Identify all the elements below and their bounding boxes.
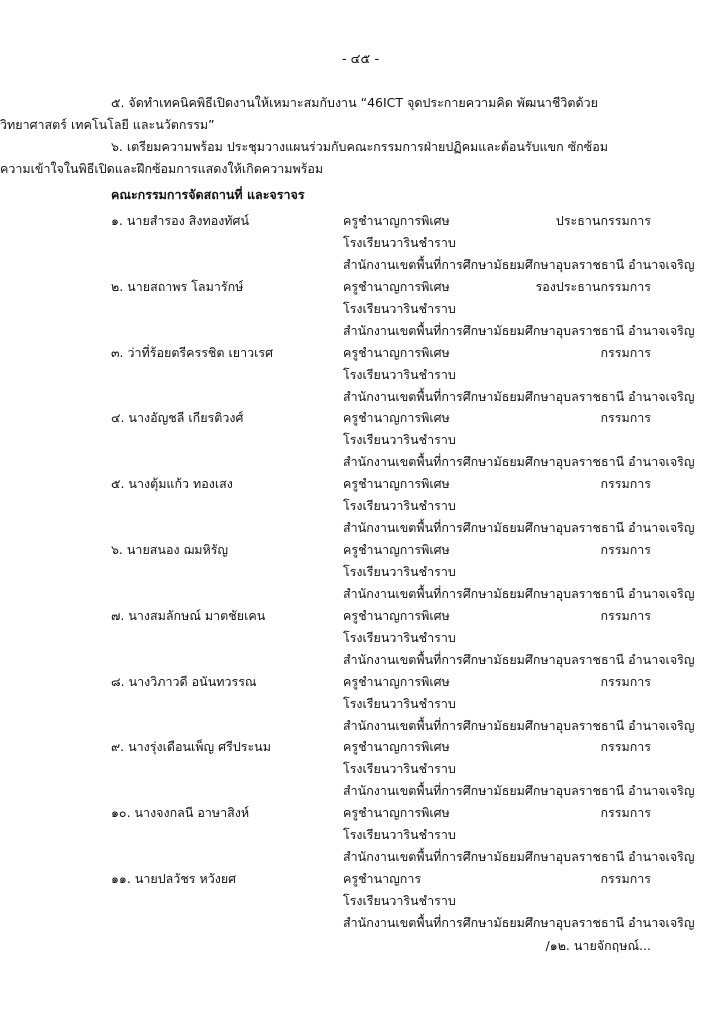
member-name: ๑. นายสำรอง สิงทองทัศน์ xyxy=(111,213,250,228)
member-entry xyxy=(0,342,721,408)
member-school: โรงเรียนวารินชำราบ xyxy=(343,432,456,448)
member-role: กรรมการ xyxy=(600,739,651,755)
member-name: ๖. นายสนอง ฌมหิรัญ xyxy=(111,541,229,557)
member-office: สำนักงานเขตพื้นที่การศึกษามัธยมศึกษาอุบลราชธานี อำนาจเจริญ xyxy=(343,914,695,930)
member-entry xyxy=(0,868,721,934)
member-position: ครูชำนาญการพิเศษ xyxy=(343,673,450,689)
member-entry xyxy=(0,605,721,671)
committee-heading: คณะกรรมการจัดสถานที่ และจราจร xyxy=(111,187,305,202)
member-role: กรรมการ xyxy=(600,541,651,557)
member-office: สำนักงานเขตพื้นที่การศึกษามัธยมศึกษาอุบลราชธานี อำนาจเจริญ xyxy=(343,783,695,799)
member-school: โรงเรียนวารินชำราบ xyxy=(343,892,456,908)
member-role: กรรมการ xyxy=(600,805,651,821)
member-entry xyxy=(0,210,721,276)
member-position: ครูชำนาญการพิเศษ xyxy=(343,410,450,426)
member-school: โรงเรียนวารินชำราบ xyxy=(343,366,456,382)
member-office: สำนักงานเขตพื้นที่การศึกษามัธยมศึกษาอุบลราชธานี อำนาจเจริญ xyxy=(343,717,695,733)
member-list xyxy=(0,210,721,934)
member-position: ครูชำนาญการพิเศษ xyxy=(343,213,450,228)
member-name: ๘. นางวิภาวดี อนันทวรรณ xyxy=(111,673,257,689)
paragraph-6-line-2: ความเข้าใจในพิธีเปิดและฝึกซ้อมการแสดงให้เกิดความพร้อม xyxy=(0,161,324,176)
member-entry xyxy=(0,736,721,802)
member-office: สำนักงานเขตพื้นที่การศึกษามัธยมศึกษาอุบลราชธานี อำนาจเจริญ xyxy=(343,520,695,536)
member-position: ครูชำนาญการพิเศษ xyxy=(343,476,450,492)
page-number: - ๔๕ - xyxy=(341,52,380,67)
member-entry xyxy=(0,407,721,473)
paragraph-6-line-1: ๖. เตรียมความพร้อม ประชุมวางแผนร่วมกับคณะกรรมการฝ่ายปฏิคมและต้อนรับแขก ซักซ้อม xyxy=(111,139,608,154)
member-office: สำนักงานเขตพื้นที่การศึกษามัธยมศึกษาอุบลราชธานี อำนาจเจริญ xyxy=(343,257,695,272)
member-name: ๑๐. นางจงกลนี อาษาสิงห์ xyxy=(111,805,250,821)
member-name: ๔. นางอัญชลี เกียรติวงศ์ xyxy=(111,410,244,426)
member-role: กรรมการ xyxy=(600,673,651,689)
member-school: โรงเรียนวารินชำราบ xyxy=(343,695,456,711)
member-entry xyxy=(0,276,721,342)
member-position: ครูชำนาญการพิเศษ xyxy=(343,805,450,821)
member-school: โรงเรียนวารินชำราบ xyxy=(343,235,456,250)
member-role: ประธานกรรมการ xyxy=(555,213,651,228)
member-role: กรรมการ xyxy=(600,410,651,426)
member-school: โรงเรียนวารินชำราบ xyxy=(343,498,456,514)
member-role: กรรมการ xyxy=(600,870,651,886)
member-school: โรงเรียนวารินชำราบ xyxy=(343,761,456,777)
member-office: สำนักงานเขตพื้นที่การศึกษามัธยมศึกษาอุบลราชธานี อำนาจเจริญ xyxy=(343,322,695,338)
member-office: สำนักงานเขตพื้นที่การศึกษามัธยมศึกษาอุบลราชธานี อำนาจเจริญ xyxy=(343,388,695,404)
paragraph-5-line-2: วิทยาศาสตร์ เทคโนโลยี และนวัตกรรม” xyxy=(0,117,215,132)
paragraph-6 xyxy=(0,136,661,180)
continuation-note: /๑๒. นายจักฤษณ์... xyxy=(545,938,651,953)
member-role: กรรมการ xyxy=(600,607,651,623)
member-name: ๙. นางรุ่งเดือนเพ็ญ ศรีประนม xyxy=(111,739,271,755)
member-position: ครูชำนาญการพิเศษ xyxy=(343,739,450,755)
member-name: ๗. นางสมลักษณ์ มาตชัยเคน xyxy=(111,607,266,623)
member-role: รองประธานกรรมการ xyxy=(535,278,651,294)
member-name: ๕. นางตุ้มแก้ว ทองเสง xyxy=(111,476,233,492)
member-entry xyxy=(0,802,721,868)
member-role: กรรมการ xyxy=(600,344,651,360)
member-school: โรงเรียนวารินชำราบ xyxy=(343,629,456,645)
paragraph-5-line-1: ๕. จัดทำเทคนิคพิธีเปิดงานให้เหมาะสมกับงาน “46ICT จุดประกายความคิด พัฒนาชีวิตด้วย xyxy=(111,95,598,110)
member-entry xyxy=(0,539,721,605)
member-position: ครูชำนาญการพิเศษ xyxy=(343,541,450,557)
member-name: ๓. ว่าที่ร้อยตรีครรชิต เยาวเรศ xyxy=(111,344,274,360)
member-position: ครูชำนาญการพิเศษ xyxy=(343,607,450,623)
member-position: ครูชำนาญการพิเศษ xyxy=(343,278,450,294)
paragraph-5 xyxy=(0,92,661,136)
member-school: โรงเรียนวารินชำราบ xyxy=(343,827,456,843)
member-name: ๒. นายสถาพร โลมารักษ์ xyxy=(111,278,244,294)
member-office: สำนักงานเขตพื้นที่การศึกษามัธยมศึกษาอุบลราชธานี อำนาจเจริญ xyxy=(343,849,695,865)
member-school: โรงเรียนวารินชำราบ xyxy=(343,300,456,316)
member-office: สำนักงานเขตพื้นที่การศึกษามัธยมศึกษาอุบลราชธานี อำนาจเจริญ xyxy=(343,454,695,470)
member-school: โรงเรียนวารินชำราบ xyxy=(343,563,456,579)
member-office: สำนักงานเขตพื้นที่การศึกษามัธยมศึกษาอุบลราชธานี อำนาจเจริญ xyxy=(343,651,695,667)
member-office: สำนักงานเขตพื้นที่การศึกษามัธยมศึกษาอุบลราชธานี อำนาจเจริญ xyxy=(343,585,695,601)
member-entry xyxy=(0,671,721,737)
member-entry xyxy=(0,473,721,539)
member-position: ครูชำนาญการ xyxy=(343,870,422,886)
member-position: ครูชำนาญการพิเศษ xyxy=(343,344,450,360)
member-name: ๑๑. นายปลวัชร หวังยศ xyxy=(111,870,237,886)
member-role: กรรมการ xyxy=(600,476,651,492)
